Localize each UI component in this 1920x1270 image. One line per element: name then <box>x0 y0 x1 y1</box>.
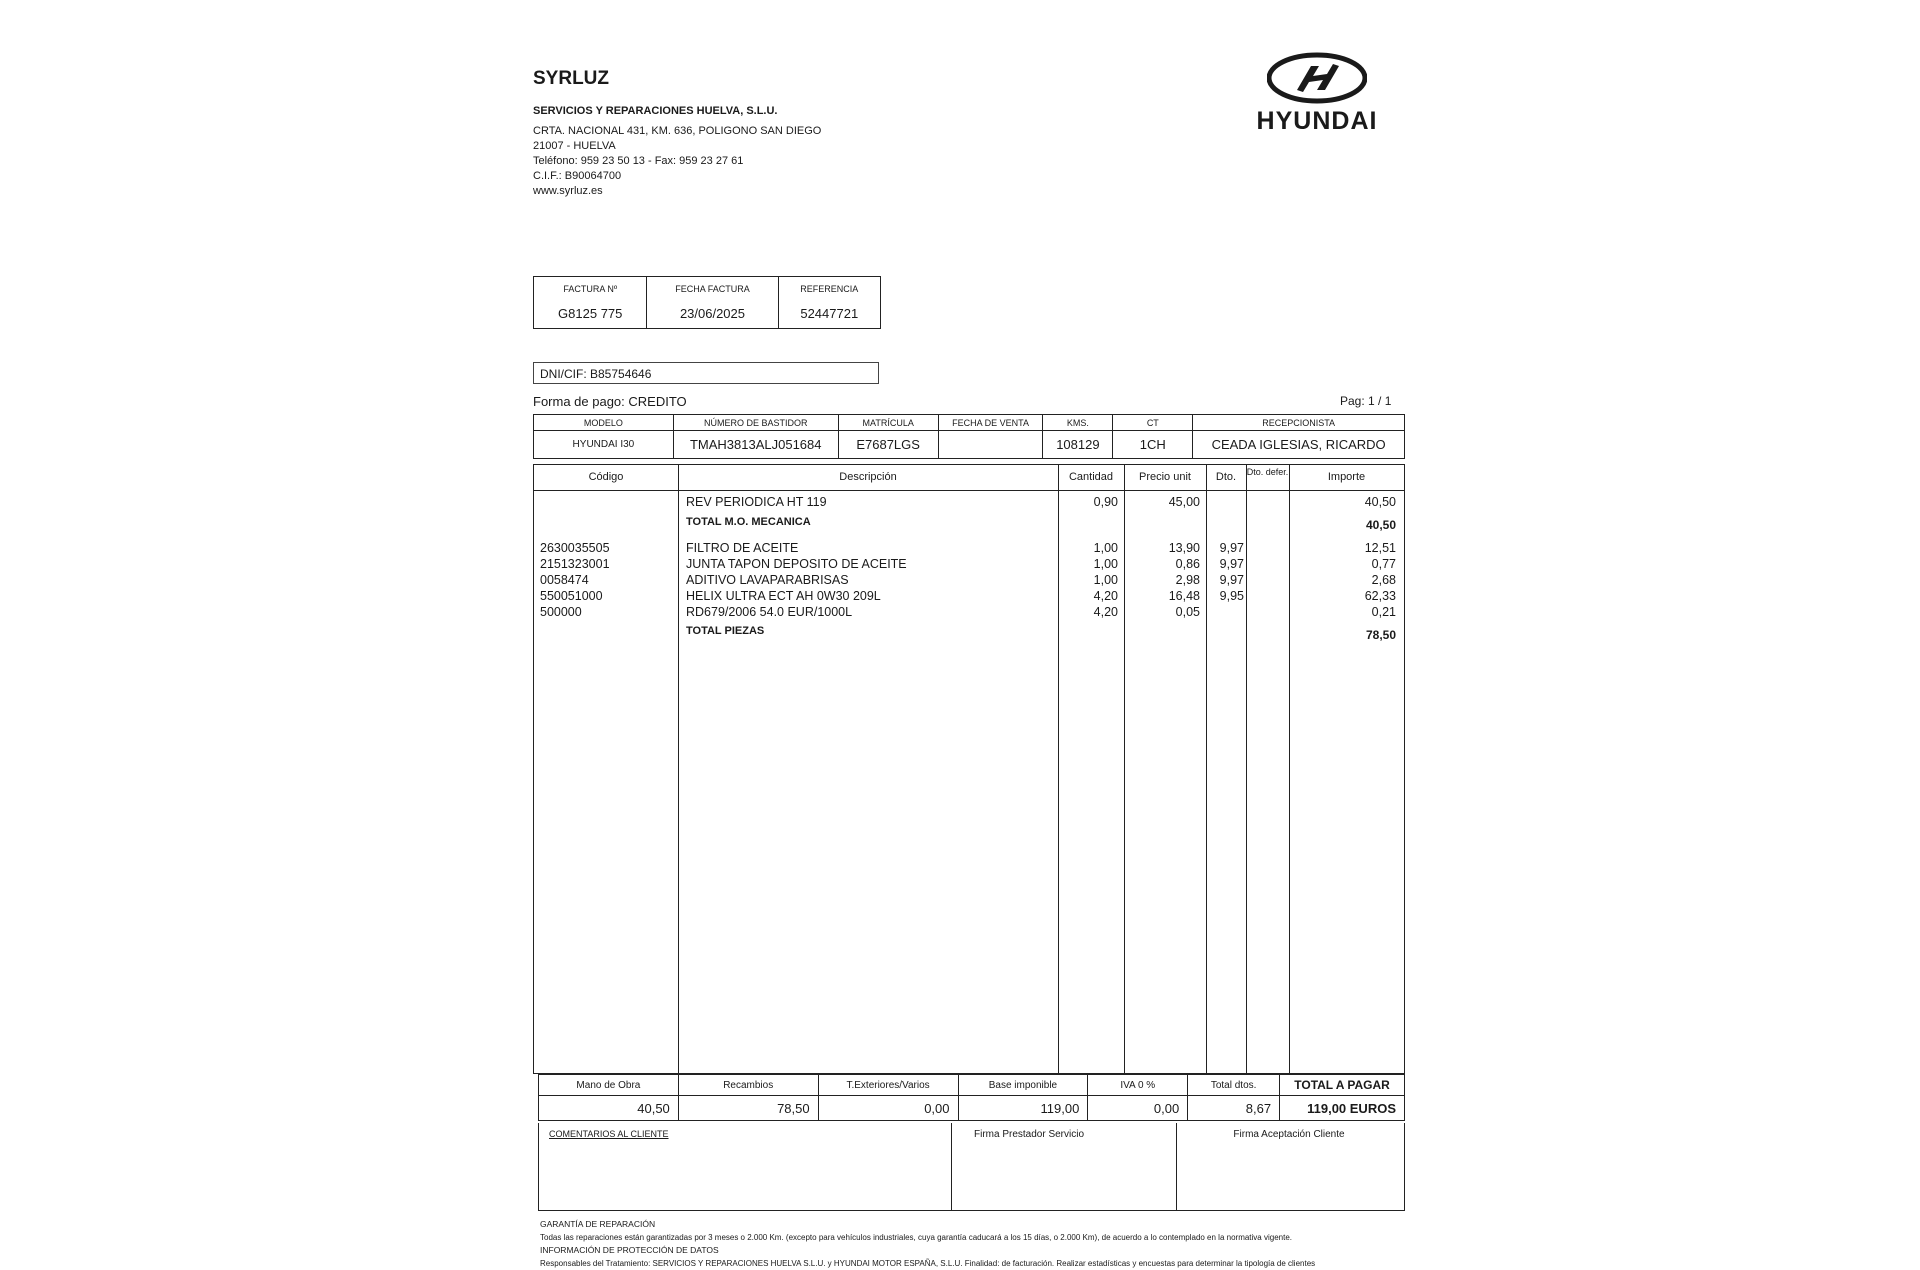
labor-total-label: TOTAL M.O. MECANICA <box>686 516 811 528</box>
page-number: Pag: 1 / 1 <box>1340 394 1392 408</box>
totals-header-cell: Recambios <box>678 1075 818 1096</box>
invoice-date: 23/06/2025 <box>647 302 778 329</box>
part-description: HELIX ULTRA ECT AH 0W30 209L <box>686 589 881 603</box>
part-quantity: 1,00 <box>1093 573 1118 587</box>
tax-base-value: 119,00 <box>958 1096 1088 1121</box>
phone-line: Teléfono: 959 23 50 13 - Fax: 959 23 27 61 <box>533 155 744 167</box>
address-line-1: CRTA. NACIONAL 431, KM. 636, POLIGONO SAN DIEGO <box>533 125 822 137</box>
parts-total-amount: 78,50 <box>1365 628 1396 642</box>
vat-value: 0,00 <box>1088 1096 1188 1121</box>
totals-table <box>538 1074 1405 1121</box>
totals-header-cell: Total dtos. <box>1188 1075 1280 1096</box>
part-quantity: 1,00 <box>1093 557 1118 571</box>
client-signature-label: Firma Aceptación Cliente <box>1233 1129 1345 1140</box>
total-to-pay-label: TOTAL A PAGAR <box>1280 1075 1405 1096</box>
total-to-pay-value: 119,00 EUROS <box>1280 1096 1405 1121</box>
vehicle-header-cell: MODELO <box>534 415 674 431</box>
col-discount-header: Dto. <box>1215 471 1237 483</box>
line-items-table <box>533 464 1405 1074</box>
part-code: 2630035505 <box>540 541 610 555</box>
part-description: JUNTA TAPON DEPOSITO DE ACEITE <box>686 557 907 571</box>
legal-footer <box>540 1218 1420 1270</box>
privacy-text: Responsables del Tratamiento: SERVICIOS Y REPARACIONES HUELVA S.L.U. y HYUNDAI MOTOR ESPAÑA, S.L.U. Finalidad: de facturación. Realizar estadísticas y encuestas para determinar la tipología de clientes <box>540 1259 1316 1268</box>
parts-total-label: TOTAL PIEZAS <box>686 625 765 637</box>
labor-item-amount: 40,50 <box>1364 495 1396 509</box>
invoice-number: G8125 775 <box>558 306 623 321</box>
vehicle-ct: 1CH <box>1113 431 1193 459</box>
invoice-header-table <box>533 276 881 329</box>
privacy-title: INFORMACIÓN DE PROTECCIÓN DE DATOS <box>540 1245 719 1255</box>
provider-signature-label: Firma Prestador Servicio <box>973 1129 1085 1140</box>
part-amount: 62,33 <box>1364 589 1396 603</box>
website: www.syrluz.es <box>533 185 603 197</box>
part-price: 0,05 <box>1175 605 1200 619</box>
vehicle-header-cell: MATRÍCULA <box>838 415 938 431</box>
part-amount: 0,77 <box>1371 557 1396 571</box>
guarantee-title: GARANTÍA DE REPARACIÓN <box>540 1219 656 1229</box>
vehicle-vin: TMAH3813ALJ051684 <box>673 431 838 459</box>
customer-dni: DNI/CIF: B85754646 <box>533 362 879 384</box>
labor-item-price: 45,00 <box>1168 495 1200 509</box>
vehicle-header-cell: FECHA DE VENTA <box>938 415 1043 431</box>
part-description: FILTRO DE ACEITE <box>686 541 799 555</box>
company-legal-name: SERVICIOS Y REPARACIONES HUELVA, S.L.U. <box>533 105 778 117</box>
totals-header-cell: IVA 0 % <box>1088 1075 1188 1096</box>
part-quantity: 4,20 <box>1093 589 1118 603</box>
part-discount: 9,97 <box>1219 573 1244 587</box>
vehicle-header-cell: CT <box>1113 415 1193 431</box>
hyundai-wordmark: HYUNDAI <box>1256 107 1378 135</box>
part-price: 2,98 <box>1175 573 1200 587</box>
cif-line: C.I.F.: B90064700 <box>533 170 622 182</box>
part-amount: 12,51 <box>1364 541 1396 555</box>
hyundai-logo <box>1242 52 1392 136</box>
company-address-block <box>533 124 821 199</box>
col-quantity-header: Cantidad <box>1068 471 1114 483</box>
part-quantity: 1,00 <box>1093 541 1118 555</box>
part-discount: 9,97 <box>1219 557 1244 571</box>
guarantee-text: Todas las reparaciones están garantizadas por 3 meses o 2.000 Km. (excepto para vehículos industriales, cuya garantía caducará a los 15 días, o 2.000 Km), de acuerdo a lo contemplado en la normativa vigente. <box>540 1233 1292 1242</box>
external-value: 0,00 <box>818 1096 958 1121</box>
reference-number: 52447721 <box>778 302 880 329</box>
labor-item-quantity: 0,90 <box>1093 495 1118 509</box>
vehicle-plate: E7687LGS <box>838 431 938 459</box>
payment-method: Forma de pago: CREDITO <box>533 394 687 409</box>
totals-header-cell: Base imponible <box>958 1075 1088 1096</box>
totals-header-cell: Mano de Obra <box>539 1075 679 1096</box>
vehicle-kms: 108129 <box>1043 431 1113 459</box>
col-price-header: Precio unit <box>1139 471 1191 483</box>
total-discounts-value: 8,67 <box>1188 1096 1280 1121</box>
part-code: 2151323001 <box>540 557 610 571</box>
part-description: RD679/2006 54.0 EUR/1000L <box>686 605 853 619</box>
signature-area <box>538 1123 1405 1211</box>
line-items-header <box>534 465 1404 491</box>
parts-value: 78,50 <box>678 1096 818 1121</box>
customer-comments-label: COMENTARIOS AL CLIENTE <box>549 1129 669 1139</box>
invoice-number-label: FACTURA Nº <box>563 284 618 294</box>
col-amount-header: Importe <box>1327 471 1366 483</box>
vehicle-receptionist: CEADA IGLESIAS, RICARDO <box>1193 431 1405 459</box>
col-code-header: Código <box>588 471 624 483</box>
labor-item-description: REV PERIODICA HT 119 <box>686 495 827 509</box>
vehicle-model: HYUNDAI I30 <box>572 439 635 450</box>
labor-total-amount: 40,50 <box>1365 518 1396 532</box>
labor-value: 40,50 <box>637 1100 670 1116</box>
company-name: SYRLUZ <box>533 68 609 89</box>
part-discount: 9,97 <box>1219 541 1244 555</box>
col-deferred-discount-header: Dto. defer. <box>1246 467 1289 477</box>
vehicle-header-cell: NÚMERO DE BASTIDOR <box>673 415 838 431</box>
totals-header-cell: T.Exteriores/Varios <box>818 1075 958 1096</box>
reference-label: REFERENCIA <box>778 277 880 303</box>
col-description-header: Descripción <box>839 471 897 483</box>
vehicle-header-cell: RECEPCIONISTA <box>1193 415 1405 431</box>
part-code: 0058474 <box>540 573 589 587</box>
hyundai-emblem-icon <box>1267 52 1367 104</box>
part-price: 13,90 <box>1168 541 1200 555</box>
part-amount: 0,21 <box>1371 605 1396 619</box>
vehicle-header-cell: KMS. <box>1043 415 1113 431</box>
invoice-date-label: FECHA FACTURA <box>647 277 778 303</box>
address-line-2: 21007 - HUELVA <box>533 140 616 152</box>
part-quantity: 4,20 <box>1093 605 1118 619</box>
part-amount: 2,68 <box>1371 573 1396 587</box>
part-discount: 9,95 <box>1219 589 1244 603</box>
part-price: 16,48 <box>1168 589 1200 603</box>
part-code: 500000 <box>540 605 582 619</box>
part-description: ADITIVO LAVAPARABRISAS <box>686 573 849 587</box>
part-price: 0,86 <box>1175 557 1200 571</box>
vehicle-sale-date <box>938 431 1043 459</box>
part-code: 550051000 <box>540 589 603 603</box>
vehicle-table <box>533 414 1405 459</box>
